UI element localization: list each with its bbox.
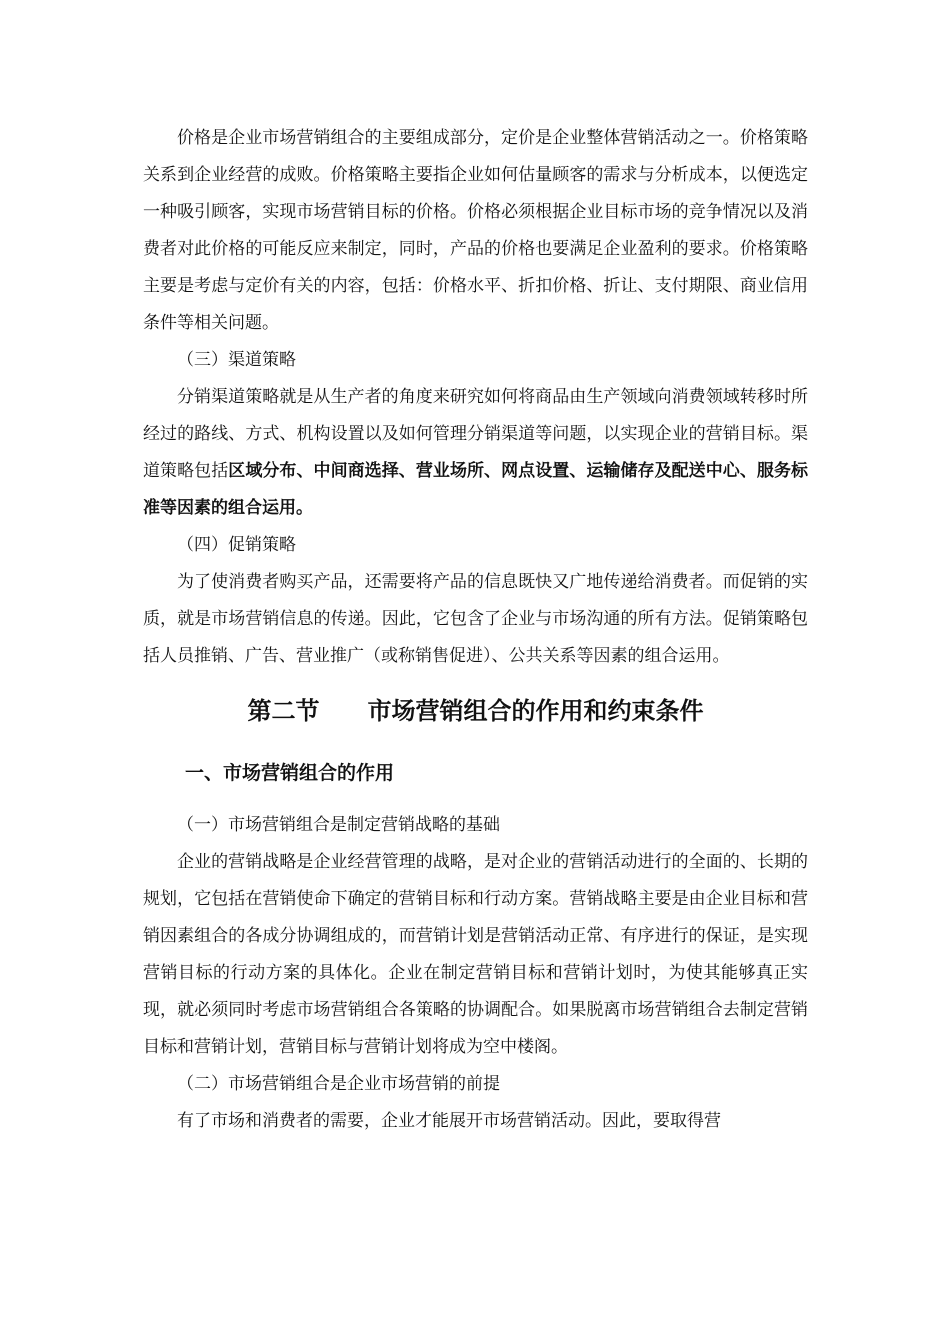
channel-strategy-paragraph <box>143 379 808 527</box>
section-title: 一、市场营销组合的作用 <box>185 762 395 784</box>
promotion-strategy-paragraph: 为了使消费者购买产品，还需要将产品的信息既快又广地传递给消费者。而促销的实质，就是市场营销信息的传递。因此，它包含了企业与市场沟通的所有方法。促销策略包括人员推销、广告、营业推广（或称销售促进）、公共关系等因素的组合运用。 <box>143 572 808 666</box>
channel-text-bold: 区域分布、中间商选择、营业场所、网点设置、运输储存及配送中心、服务标准等因素的组合运用。 <box>143 461 809 518</box>
subsection-1-heading: （一）市场营销组合是制定营销战略的基础 <box>177 815 500 835</box>
promotion-strategy-heading: （四）促销策略 <box>177 535 296 555</box>
subsection-1-paragraph: 企业的营销战略是企业经营管理的战略，是对企业的营销活动进行的全面的、长期的规划，它包括在营销使命下确定的营销目标和行动方案。营销战略主要是由企业目标和营销因素组合的各成分协调组成的，而营销计划是营销活动正常、有序进行的保证，是实现营销目标的行动方案的具体化。企业在制定营销目标和营销计划时，为使其能够真正实现，就必须同时考虑市场营销组合各策略的协调配合。如果脱离市场营销组合去制定营销目标和营销计划，营销目标与营销计划将成为空中楼阁。 <box>143 852 808 1057</box>
subsection-2-heading: （二）市场营销组合是企业市场营销的前提 <box>177 1074 500 1094</box>
document-body <box>143 120 808 1140</box>
subsection-2-paragraph: 有了市场和消费者的需要，企业才能展开市场营销活动。因此，要取得营 <box>177 1111 721 1131</box>
chapter-title: 第二节 市场营销组合的作用和约束条件 <box>247 697 704 725</box>
channel-strategy-heading: （三）渠道策略 <box>177 350 296 370</box>
channel-text: 分销渠道策略就是从生产者的角度来研究如何将商品由生产领域向消费领域转移时所经过的路线、方式、机构设置以及如何管理分销渠道等问题，以实现企业的营销目标。渠道策略包括 <box>143 387 808 481</box>
price-strategy-paragraph: 价格是企业市场营销组合的主要组成部分，定价是企业整体营销活动之一。价格策略关系到企业经营的成败。价格策略主要指企业如何估量顾客的需求与分析成本，以便选定一种吸引顾客，实现市场营销目标的价格。价格必须根据企业目标市场的竞争情况以及消费者对此价格的可能反应来制定，同时，产品的价格也要满足企业盈利的要求。价格策略主要是考虑与定价有关的内容，包括：价格水平、折扣价格、折让、支付期限、商业信用条件等相关问题。 <box>143 128 808 333</box>
